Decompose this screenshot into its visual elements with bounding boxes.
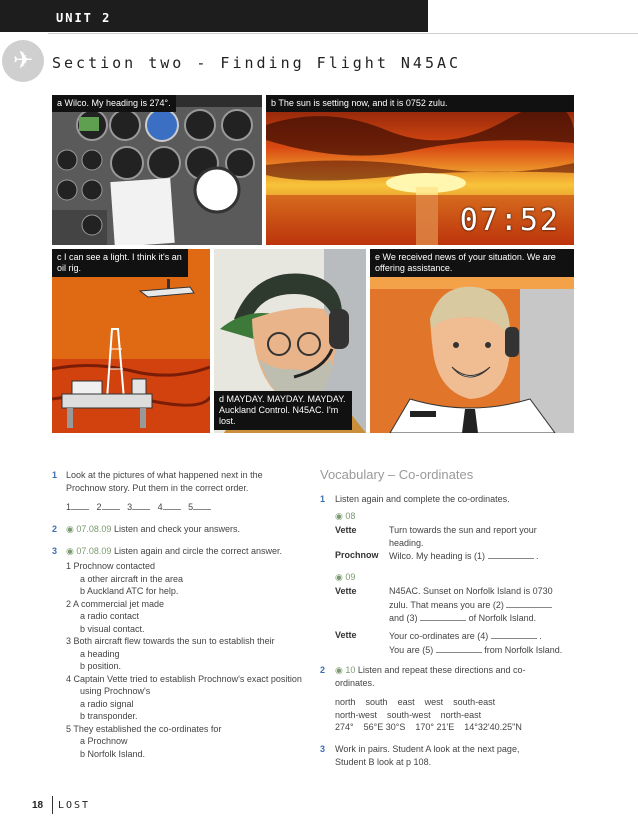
vocab-exercise-1-instruction: Listen again and complete the co-ordinates. xyxy=(335,494,510,504)
unit-header-bar xyxy=(0,0,428,32)
vocab-exercise-1-number: 1 xyxy=(320,494,326,504)
q2-option-b[interactable]: b visual contact. xyxy=(80,623,145,634)
order-blank-1[interactable]: 1 xyxy=(66,502,89,512)
q5-option-b[interactable]: b Norfolk Island. xyxy=(80,748,146,759)
question-list xyxy=(66,560,302,760)
vocab-exercise-3-number: 3 xyxy=(320,744,326,754)
coordinates-row: 274° 56°E 30°S 170° 21'E 14°32'40.25"N xyxy=(335,722,522,732)
line-vette-2: N45AC. Sunset on Norfolk Island is 0730 zulu. That means you are (2) and (3) of Norfolk Island. xyxy=(389,586,553,623)
audio-cd-icon[interactable]: ◉ xyxy=(66,546,74,556)
speaker-vette-2: Vette xyxy=(335,586,357,596)
directions-row-1: north south east west south-east xyxy=(335,697,496,707)
vocab-exercise-2-instruction: ◉ 10 Listen and repeat these directions and co-ordinates. xyxy=(335,665,526,688)
line-prochnow: Wilco. My heading is (1) . xyxy=(389,551,539,561)
panel-d-pilot xyxy=(214,249,366,433)
exercise-3-instruction: ◉ 07.08.09 Listen again and circle the correct answer. xyxy=(66,546,283,556)
question-4: 4 Captain Vette tried to establish Prochnow's exact position using Prochnow's xyxy=(66,673,302,696)
blank-3[interactable] xyxy=(420,611,466,621)
audio-09[interactable]: ◉ 09 xyxy=(335,572,356,582)
blank-4[interactable] xyxy=(491,629,537,639)
line-vette-1: Turn towards the sun and report your heading. xyxy=(389,525,537,548)
footer-unit-name: LOST xyxy=(58,800,91,811)
cockpit-illustration xyxy=(52,95,262,245)
q3-option-b[interactable]: b position. xyxy=(80,661,122,671)
exercise-2-audio-track[interactable]: 07.08.09 xyxy=(76,524,112,534)
panel-e-caption: e We received news of your situation. We are offering assistance. xyxy=(370,249,574,277)
q1-option-a[interactable]: a other aircraft in the area xyxy=(80,573,184,584)
section-title: Section two - Finding Flight N45AC xyxy=(52,54,462,72)
panel-e-captain xyxy=(370,249,574,433)
order-blank-3[interactable]: 3 xyxy=(127,502,150,512)
audio-10[interactable]: 10 xyxy=(345,665,356,675)
panel-c-oil-rig xyxy=(52,249,210,433)
q1-option-b[interactable]: b Auckland ATC for help. xyxy=(80,586,179,596)
q4-option-b[interactable]: b transponder. xyxy=(80,711,138,721)
panel-d-caption: d MAYDAY. MAYDAY. MAYDAY. Auckland Control. N45AC. I'm lost. xyxy=(214,391,352,430)
exercise-2-instruction: ◉ 07.08.09 Listen and check your answers. xyxy=(66,524,241,534)
q5-option-a[interactable]: a Prochnow xyxy=(80,736,128,746)
footer-divider xyxy=(52,796,53,814)
unit-label: UNIT 2 xyxy=(56,11,112,25)
speaker-vette-3: Vette xyxy=(335,630,357,640)
directions-row-2: north-west south-west north-east xyxy=(335,709,482,720)
line-vette-3: Your co-ordinates are (4) . You are (5) from Norfolk Island. xyxy=(389,631,563,655)
audio-cd-icon[interactable]: ◉ xyxy=(335,665,343,675)
q2-option-a[interactable]: a radio contact xyxy=(80,611,140,621)
header-rule xyxy=(48,33,638,34)
directions-list xyxy=(335,696,585,734)
exercise-3-audio-track[interactable]: 07.08.09 xyxy=(76,546,112,556)
q3-option-a[interactable]: a heading xyxy=(80,648,120,659)
question-2: 2 A commercial jet made xyxy=(66,598,165,609)
order-blanks xyxy=(66,501,286,514)
order-blank-5[interactable]: 5 xyxy=(188,502,211,512)
speaker-vette-1: Vette xyxy=(335,525,357,535)
panel-a-caption: a Wilco. My heading is 274°. xyxy=(52,95,176,112)
speaker-prochnow: Prochnow xyxy=(335,550,379,560)
vocab-exercise-2-number: 2 xyxy=(320,665,326,675)
audio-08[interactable]: ◉ 08 xyxy=(335,511,356,521)
q4-option-a[interactable]: a radio signal xyxy=(80,698,134,709)
panel-a-cockpit xyxy=(52,95,262,245)
page-number: 18 xyxy=(32,800,44,811)
exercise-3-number: 3 xyxy=(52,546,58,556)
audio-cd-icon[interactable]: ◉ xyxy=(66,524,74,534)
vocab-exercise-3-instruction: Work in pairs. Student A look at the next page, Student B look at p 108. xyxy=(335,744,520,767)
panel-b-caption: b The sun is setting now, and it is 0752 zulu. xyxy=(266,95,574,112)
panel-c-caption: c I can see a light. I think it's an oil rig. xyxy=(52,249,188,277)
order-blank-4[interactable]: 4 xyxy=(158,502,181,512)
exercise-2-number: 2 xyxy=(52,524,58,534)
vocabulary-title: Vocabulary – Co-ordinates xyxy=(320,467,474,482)
digital-clock: 07:52 xyxy=(459,203,560,238)
exercise-1-instruction: Look at the pictures of what happened next in the Prochnow story. Put them in the correct order. xyxy=(66,470,263,493)
blank-5[interactable] xyxy=(436,643,482,653)
question-1: 1 Prochnow contacted xyxy=(66,561,156,571)
airplane-icon: ✈ xyxy=(2,40,44,82)
blank-1[interactable] xyxy=(488,549,534,559)
question-5: 5 They established the co-ordinates for xyxy=(66,723,222,734)
question-3: 3 Both aircraft flew towards the sun to establish their xyxy=(66,636,275,646)
exercise-1-number: 1 xyxy=(52,470,58,480)
blank-2[interactable] xyxy=(506,598,552,608)
audio-cd-icon[interactable]: ◉ xyxy=(335,572,343,582)
audio-cd-icon[interactable]: ◉ xyxy=(335,511,343,521)
panel-b-sunset xyxy=(266,95,574,245)
order-blank-2[interactable]: 2 xyxy=(97,502,120,512)
